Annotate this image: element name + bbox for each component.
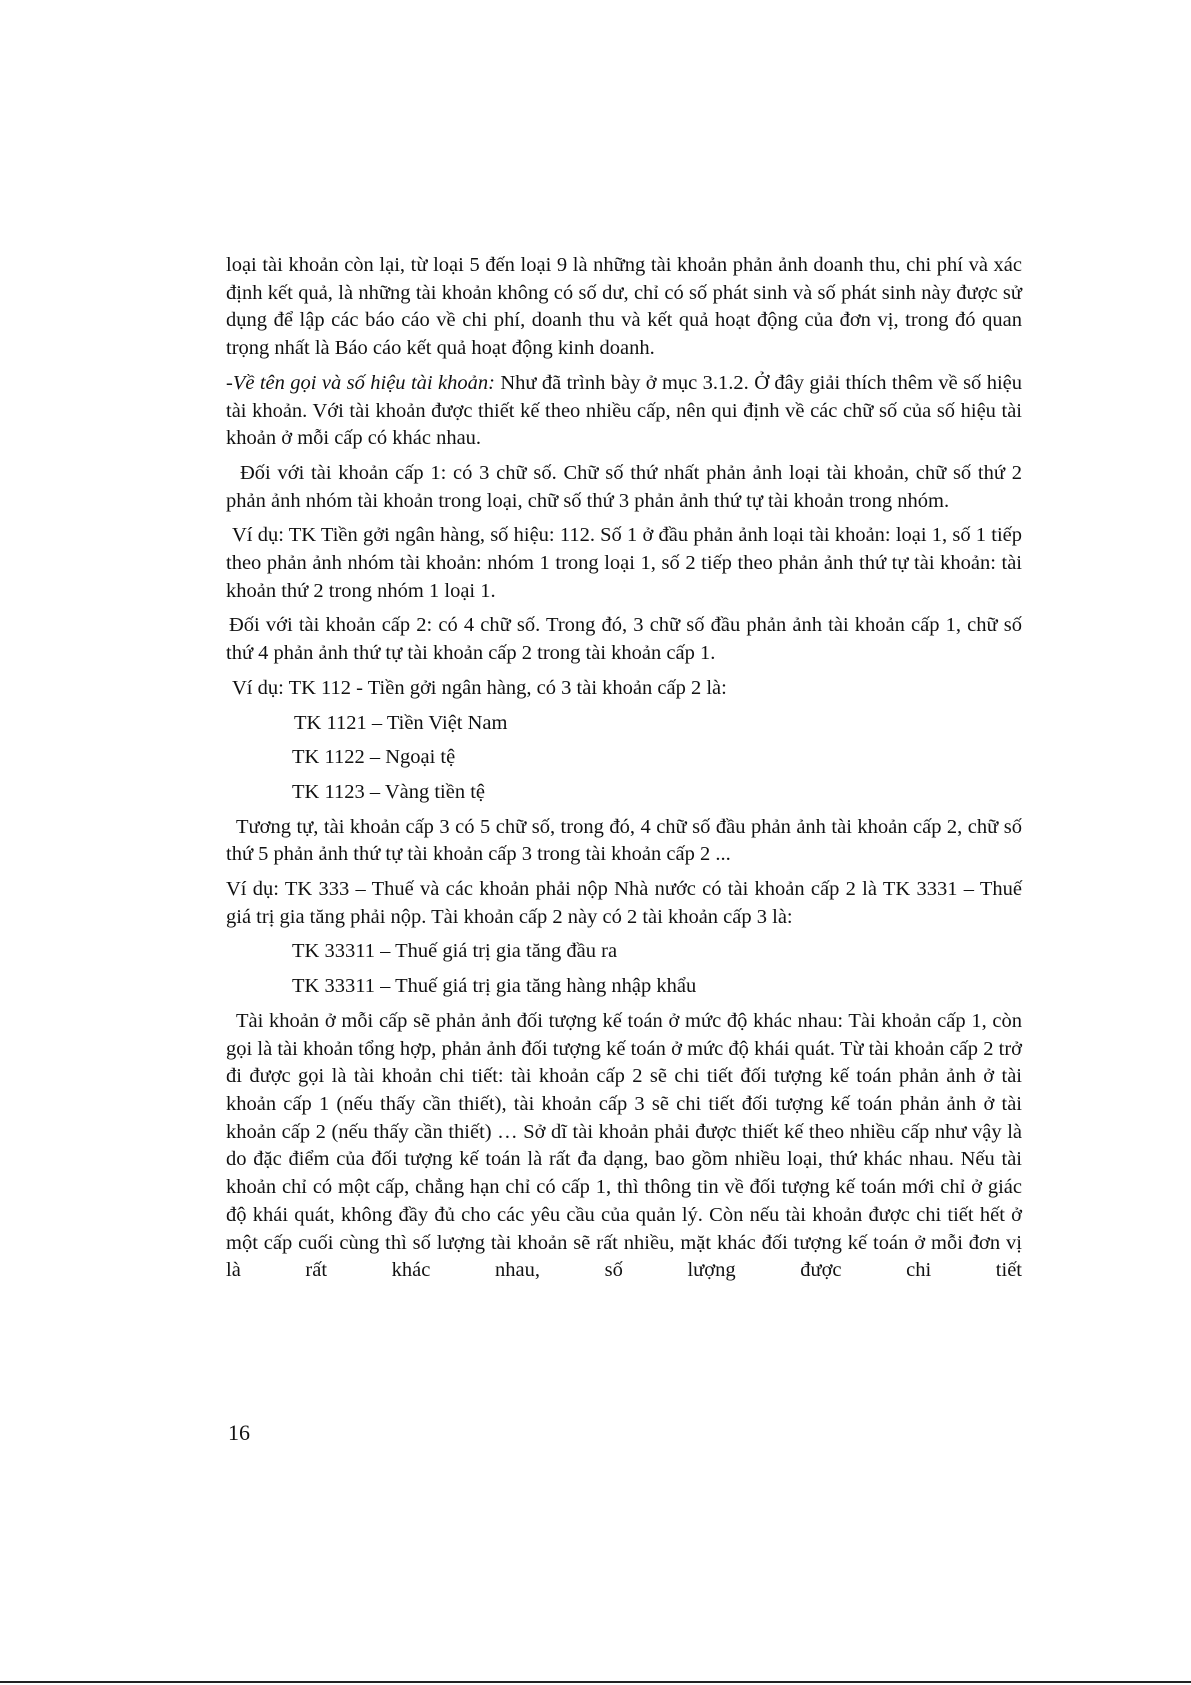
- paragraph-example-333: Ví dụ: TK 333 – Thuế và các khoản phải nộp Nhà nước có tài khoản cấp 2 là TK 3331 – Thuế giá trị gia tăng phải nộp. Tài khoản cấp 2 này có 2 tài khoản cấp 3 là:: [226, 878, 1022, 928]
- section-lead-text: Như đã trình bày ở mục 3.1.2. Ở đây giải thích thêm về số hiệu tài khoản. Với tài khoản được thiết kế theo nhiều cấp, nên qui định về các chữ số của số hiệu tài khoản ở mỗi cấp có khác nhau.: [226, 371, 1022, 450]
- paragraph-example-112-sub: Ví dụ: TK 112 - Tiền gởi ngân hàng, có 3 tài khoản cấp 2 là:: [232, 676, 727, 699]
- paragraph-example-112: Ví dụ: TK Tiền gởi ngân hàng, số hiệu: 112. Số 1 ở đầu phản ảnh loại tài khoản: loại 1, số 1 tiếp theo phản ảnh nhóm tài khoản: nhóm 1 trong loại 1, số 2 tiếp theo phản ảnh thứ tự tài khoản: tài khoản thứ 2 trong nhóm 1 loại 1.: [226, 524, 1022, 602]
- list-item: TK 1123 – Vàng tiền tệ: [292, 780, 486, 803]
- paragraph-level-3: Tương tự, tài khoản cấp 3 có 5 chữ số, trong đó, 4 chữ số đầu phản ảnh tài khoản cấp 2, chữ số thứ 5 phản ảnh thứ tự tài khoản cấp 3 trong tài khoản cấp 2 ...: [226, 815, 1022, 866]
- list-item: TK 33311 – Thuế giá trị gia tăng đầu ra: [292, 940, 618, 963]
- paragraph-level-1: Đối với tài khoản cấp 1: có 3 chữ số. Chữ số thứ nhất phản ảnh loại tài khoản, chữ số thứ 2 phản ảnh nhóm tài khoản trong loại, chữ số thứ 3 phản ảnh thứ tự tài khoản trong nhóm.: [226, 461, 1022, 512]
- paragraph-account-naming: [226, 370, 1022, 453]
- section-lead-italic: -Về tên gọi và số hiệu tài khoản:: [226, 371, 495, 394]
- paragraph-account-types: loại tài khoản còn lại, từ loại 5 đến loại 9 là những tài khoản phản ảnh doanh thu, chi phí và xác định kết quả, là những tài khoản không có số dư, chỉ có số phát sinh và số phát sinh này được sử dụng để lập các báo cáo về chi phí, doanh thu và kết quả hoạt động của đơn vị, trong đó quan trọng nhất là Báo cáo kết quả hoạt động kinh doanh.: [226, 254, 1022, 360]
- list-item: TK 33311 – Thuế giá trị gia tăng hàng nhập khẩu: [292, 975, 697, 998]
- paragraph-level-2: Đối với tài khoản cấp 2: có 4 chữ số. Trong đó, 3 chữ số đầu phản ảnh tài khoản cấp 1, chữ số thứ 4 phản ảnh thứ tự tài khoản cấp 2 trong tài khoản cấp 1.: [226, 614, 1022, 665]
- bottom-divider: [0, 1681, 1191, 1683]
- page-number: 16: [228, 1420, 250, 1445]
- list-item: TK 1122 – Ngoại tệ: [292, 746, 456, 769]
- page-body: [226, 252, 1022, 1292]
- paragraph-account-levels: Tài khoản ở mỗi cấp sẽ phản ảnh đối tượng kế toán ở mức độ khác nhau: Tài khoản cấp 1, còn gọi là tài khoản tổng hợp, phản ảnh đối tượng kế toán ở mức độ khái quát. Từ tài khoản cấp 2 trở đi được gọi là tài khoản chi tiết: tài khoản cấp 2 sẽ chi tiết đối tượng kế toán phản ảnh ở tài khoản cấp 1 (nếu thấy cần thiết), tài khoản cấp 3 sẽ chi tiết đối tượng kế toán phản ảnh ở tài khoản cấp 2 (nếu thấy cần thiết) … Sở dĩ tài khoản phải được thiết kế theo nhiều cấp như vậy là do đặc điểm của đối tượng kế toán là rất đa dạng, bao gồm nhiều loại, thứ khác nhau. Nếu tài khoản chỉ có một cấp, chẳng hạn chỉ có cấp 1, thì thông tin về đối tượng kế toán mới chỉ ở giác độ khái quát, không đầy đủ cho các yêu cầu của quản lý. Còn nếu tài khoản được chi tiết hết ở một cấp cuối cùng thì số lượng tài khoản sẽ rất nhiều, mặt khác đối tượng kế toán ở mỗi đơn vị là rất khác nhau, số lượng được chi tiết: [226, 1009, 1022, 1282]
- list-item: TK 1121 – Tiền Việt Nam: [294, 711, 508, 734]
